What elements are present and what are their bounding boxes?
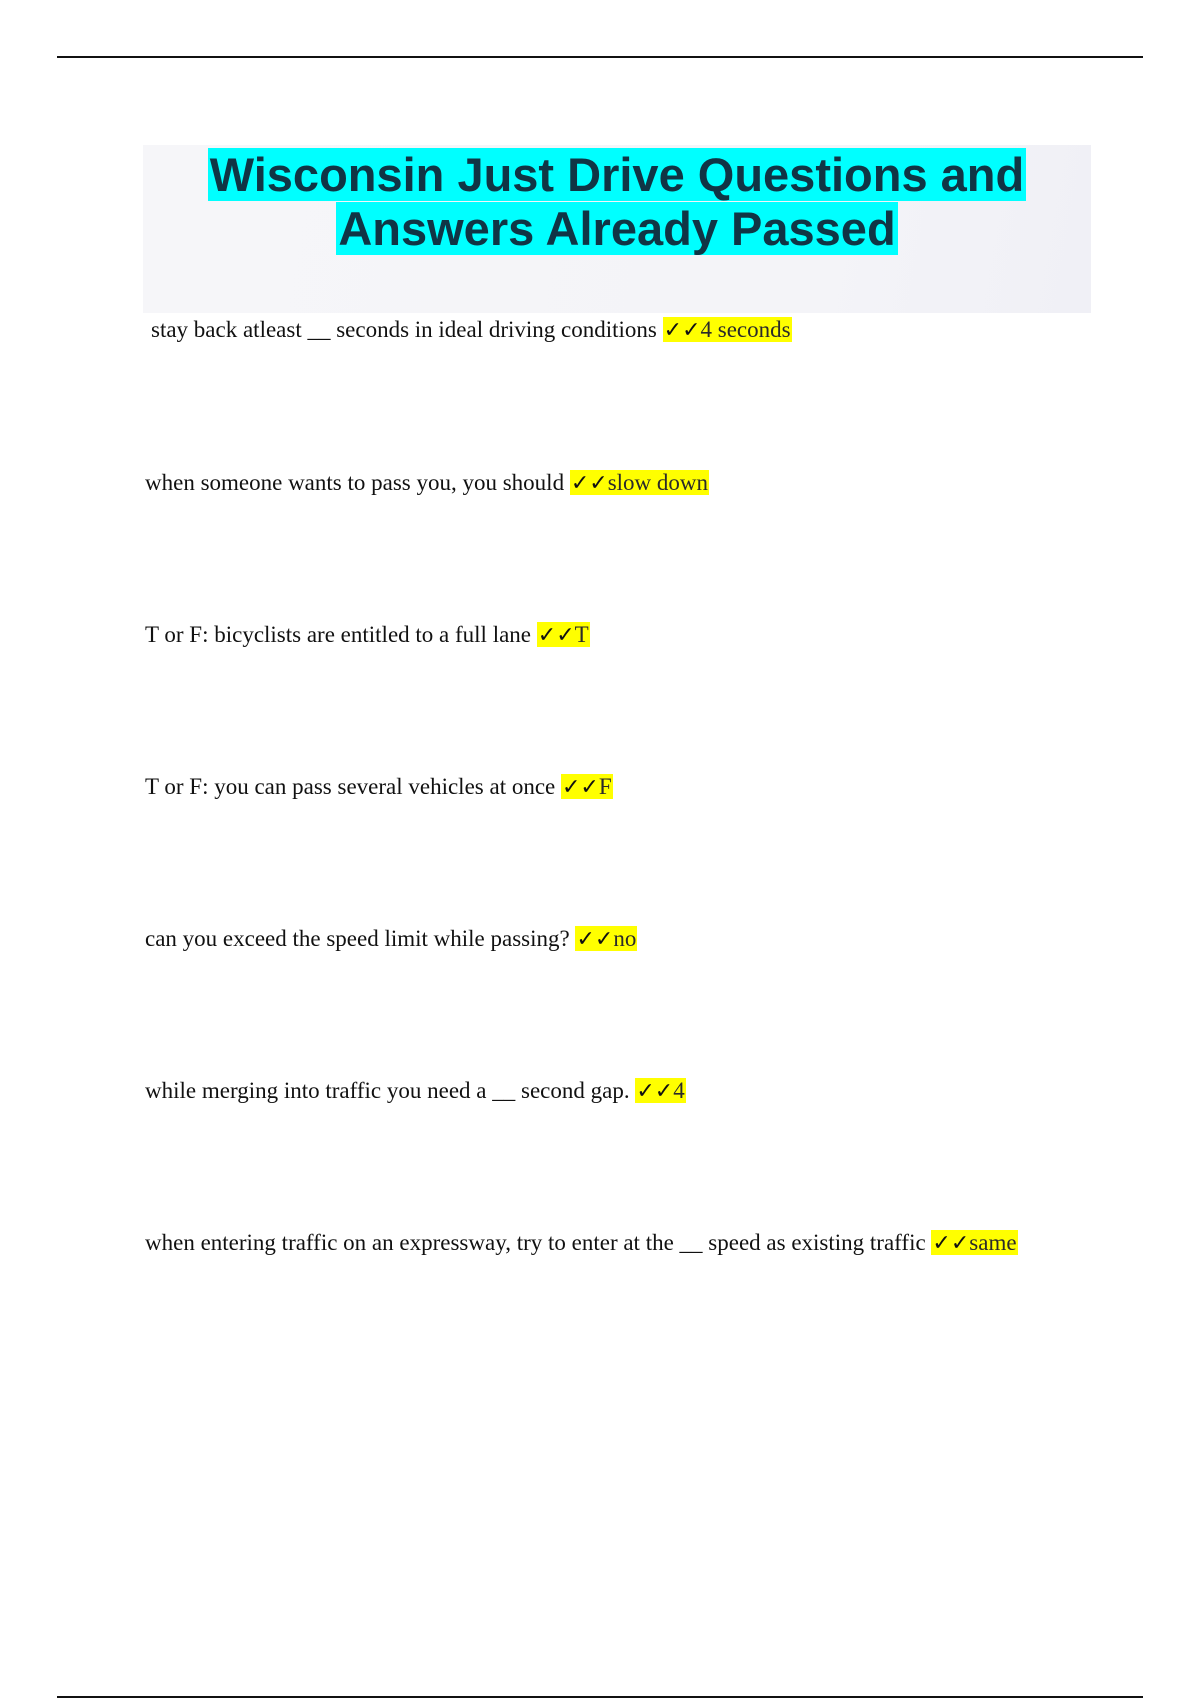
qa-item <box>145 1227 1018 1260</box>
double-check-icon: ✓✓ <box>576 927 614 952</box>
qa-item <box>151 314 792 347</box>
answer-text: 4 seconds <box>700 317 791 342</box>
question-text: stay back atleast __ seconds in ideal driving conditions <box>151 317 663 342</box>
answer-highlight <box>635 1078 685 1103</box>
double-check-icon: ✓✓ <box>663 318 701 343</box>
answer-text: 4 <box>673 1078 685 1103</box>
double-check-icon: ✓✓ <box>562 775 599 800</box>
question-text: when someone wants to pass you, you should <box>145 470 570 495</box>
answer-highlight <box>570 470 709 495</box>
title-banner <box>143 145 1091 313</box>
double-check-icon: ✓✓ <box>636 1079 674 1104</box>
answer-text: slow down <box>607 470 709 495</box>
double-check-icon: ✓✓ <box>932 1231 970 1256</box>
question-text: when entering traffic on an expressway, try to enter at the __ speed as existing traffic <box>145 1230 932 1255</box>
qa-item <box>145 1075 686 1108</box>
top-rule <box>57 56 1143 58</box>
title-line-2: Answers Already Passed <box>338 202 896 255</box>
question-text: T or F: you can pass several vehicles at once <box>145 774 561 799</box>
qa-item <box>145 467 709 500</box>
answer-text: T <box>574 622 589 647</box>
qa-item <box>145 923 637 956</box>
double-check-icon: ✓✓ <box>537 623 575 648</box>
answer-highlight <box>575 926 637 951</box>
qa-item <box>145 619 590 652</box>
answer-highlight <box>931 1230 1017 1255</box>
page-title <box>143 145 1091 256</box>
qa-item <box>145 771 613 804</box>
answer-text: no <box>613 926 637 951</box>
title-line-1: Wisconsin Just Drive Questions and <box>209 148 1025 201</box>
answer-text: same <box>969 1230 1017 1255</box>
question-text: can you exceed the speed limit while passing? <box>145 926 576 951</box>
question-text: T or F: bicyclists are entitled to a full lane <box>145 622 537 647</box>
answer-highlight <box>537 622 590 647</box>
question-text: while merging into traffic you need a __ second gap. <box>145 1078 636 1103</box>
answer-highlight <box>561 774 613 799</box>
answer-text: F <box>598 774 612 799</box>
answer-highlight <box>663 317 792 342</box>
double-check-icon: ✓✓ <box>570 471 608 496</box>
bottom-rule <box>57 1696 1143 1698</box>
